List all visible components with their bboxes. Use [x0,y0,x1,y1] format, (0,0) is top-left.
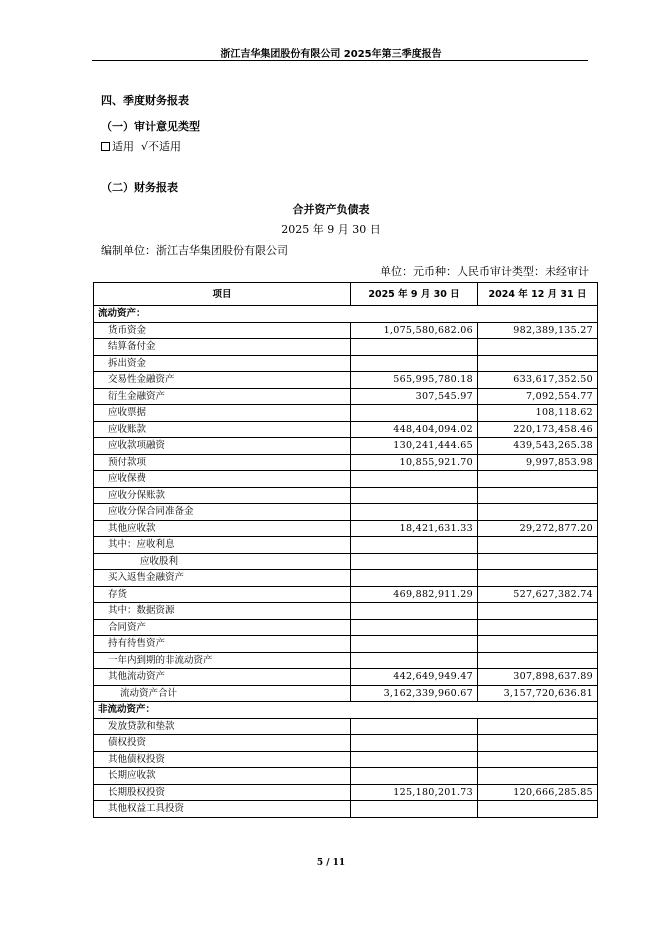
row-item-label: 发放贷款和垫款 [94,718,351,735]
row-value-prior: 439,543,265.38 [478,438,598,455]
row-value-current [351,768,478,785]
row-item-label: 流动资产合计 [94,685,351,702]
table-row [94,388,598,405]
row-item-label: 其他债权投资 [94,751,351,768]
row-value-current [351,603,478,620]
row-item-label: 应收分保账款 [94,487,351,504]
row-value-current [351,355,478,372]
row-value-prior: 3,157,720,636.81 [478,685,598,702]
row-value-prior: 120,666,285.85 [478,784,598,801]
header-divider [92,60,588,61]
row-value-prior: 9,997,853.98 [478,454,598,471]
table-row [94,669,598,686]
column-header-item: 项目 [94,283,351,306]
table-row [94,520,598,537]
option-not-applicable: √不适用 [141,140,182,153]
row-value-prior: 108,118.62 [478,405,598,422]
table-row [94,454,598,471]
checkbox-icon [101,142,110,151]
table-row [94,636,598,653]
row-value-current [351,339,478,356]
row-item-label: 结算备付金 [94,339,351,356]
row-item-label: 长期股权投资 [94,784,351,801]
unit-line: 单位：元币种：人民币审计类型：未经审计 [380,265,589,278]
row-value-prior [478,801,598,818]
column-header-prior: 2024 年 12 月 31 日 [478,283,598,306]
row-value-prior: 220,173,458.46 [478,421,598,438]
row-value-current: 1,075,580,682.06 [351,322,478,339]
row-value-prior [478,735,598,752]
row-value-current [351,735,478,752]
table-row [94,306,598,323]
table-row [94,652,598,669]
row-value-prior: 307,898,637.89 [478,669,598,686]
row-value-prior [478,636,598,653]
row-value-prior [478,652,598,669]
table-row [94,438,598,455]
row-value-current: 125,180,201.73 [351,784,478,801]
row-item-label: 交易性金融资产 [94,372,351,389]
row-value-current [351,652,478,669]
row-value-current: 307,545.97 [351,388,478,405]
row-value-prior [478,355,598,372]
table-row [94,735,598,752]
row-item-label: 其中：应收利息 [94,537,351,554]
row-value-current [351,718,478,735]
row-item-label: 衍生金融资产 [94,388,351,405]
row-value-current [351,537,478,554]
table-row [94,570,598,587]
row-value-prior [478,504,598,521]
audit-options [101,138,181,154]
table-row [94,586,598,603]
row-value-current [351,487,478,504]
row-value-prior [478,537,598,554]
row-item-label: 应收分保合同准备金 [94,504,351,521]
table-header-row [94,283,598,306]
row-value-current: 18,421,631.33 [351,520,478,537]
row-value-prior: 982,389,135.27 [478,322,598,339]
row-item-label: 应收款项融资 [94,438,351,455]
row-value-current [351,504,478,521]
row-value-prior [478,471,598,488]
sheet-title: 合并资产负债表 [292,203,370,216]
row-value-prior [478,487,598,504]
row-item-label: 长期应收款 [94,768,351,785]
table-row [94,801,598,818]
row-value-prior [478,718,598,735]
section-title: 四、季度财务报表 [101,94,189,107]
table-row [94,768,598,785]
row-value-prior: 527,627,382.74 [478,586,598,603]
row-item-label: 其他应收款 [94,520,351,537]
table-row [94,718,598,735]
row-value-current [351,553,478,570]
row-item-label: 非流动资产： [94,702,598,719]
row-value-current [351,801,478,818]
row-value-current: 130,241,444.65 [351,438,478,455]
row-value-prior: 7,092,554.77 [478,388,598,405]
row-item-label: 其他权益工具投资 [94,801,351,818]
row-value-current [351,405,478,422]
row-value-current: 565,995,780.18 [351,372,478,389]
balance-sheet-table [93,282,598,818]
row-value-prior [478,768,598,785]
row-value-prior [478,619,598,636]
table-row [94,322,598,339]
row-item-label: 应收保费 [94,471,351,488]
table-row [94,487,598,504]
table-row [94,421,598,438]
table-row [94,685,598,702]
row-item-label: 应收票据 [94,405,351,422]
row-item-label: 应收账款 [94,421,351,438]
row-item-label: 拆出资金 [94,355,351,372]
table-row [94,339,598,356]
row-value-current: 10,855,921.70 [351,454,478,471]
table-row [94,619,598,636]
report-header: 浙江吉华集团股份有限公司 2025年第三季度报告 [220,49,442,60]
row-value-prior [478,553,598,570]
table-row [94,553,598,570]
row-value-prior: 29,272,877.20 [478,520,598,537]
audit-opinion-title: （一）审计意见类型 [101,120,200,133]
row-item-label: 债权投资 [94,735,351,752]
statements-title: （二）财务报表 [101,181,178,194]
table-row [94,751,598,768]
row-item-label: 买入返售金融资产 [94,570,351,587]
row-value-current [351,751,478,768]
row-value-current [351,636,478,653]
table-row [94,702,598,719]
row-value-prior [478,751,598,768]
row-item-label: 应收股利 [94,553,351,570]
sheet-date: 2025 年 9 月 30 日 [281,223,381,236]
row-item-label: 货币资金 [94,322,351,339]
row-item-label: 其他流动资产 [94,669,351,686]
row-value-current [351,471,478,488]
row-value-prior [478,570,598,587]
row-value-prior: 633,617,352.50 [478,372,598,389]
row-item-label: 预付款项 [94,454,351,471]
row-value-current: 442,649,949.47 [351,669,478,686]
table-row [94,603,598,620]
table-row [94,537,598,554]
option-applicable: 适用 [112,140,134,153]
row-item-label: 一年内到期的非流动资产 [94,652,351,669]
table-row [94,471,598,488]
row-value-prior [478,339,598,356]
row-item-label: 其中：数据资源 [94,603,351,620]
table-row [94,405,598,422]
row-value-current: 469,882,911.29 [351,586,478,603]
table-row [94,784,598,801]
page-number: 5 / 11 [316,858,346,868]
table-row [94,355,598,372]
row-value-current: 448,404,094.02 [351,421,478,438]
table-row [94,504,598,521]
row-value-current [351,619,478,636]
row-value-current [351,570,478,587]
column-header-current: 2025 年 9 月 30 日 [351,283,478,306]
row-value-prior [478,603,598,620]
row-item-label: 流动资产： [94,306,598,323]
row-item-label: 持有待售资产 [94,636,351,653]
row-item-label: 存货 [94,586,351,603]
company-line: 编制单位：浙江吉华集团股份有限公司 [101,244,288,257]
row-value-current: 3,162,339,960.67 [351,685,478,702]
table-row [94,372,598,389]
row-item-label: 合同资产 [94,619,351,636]
